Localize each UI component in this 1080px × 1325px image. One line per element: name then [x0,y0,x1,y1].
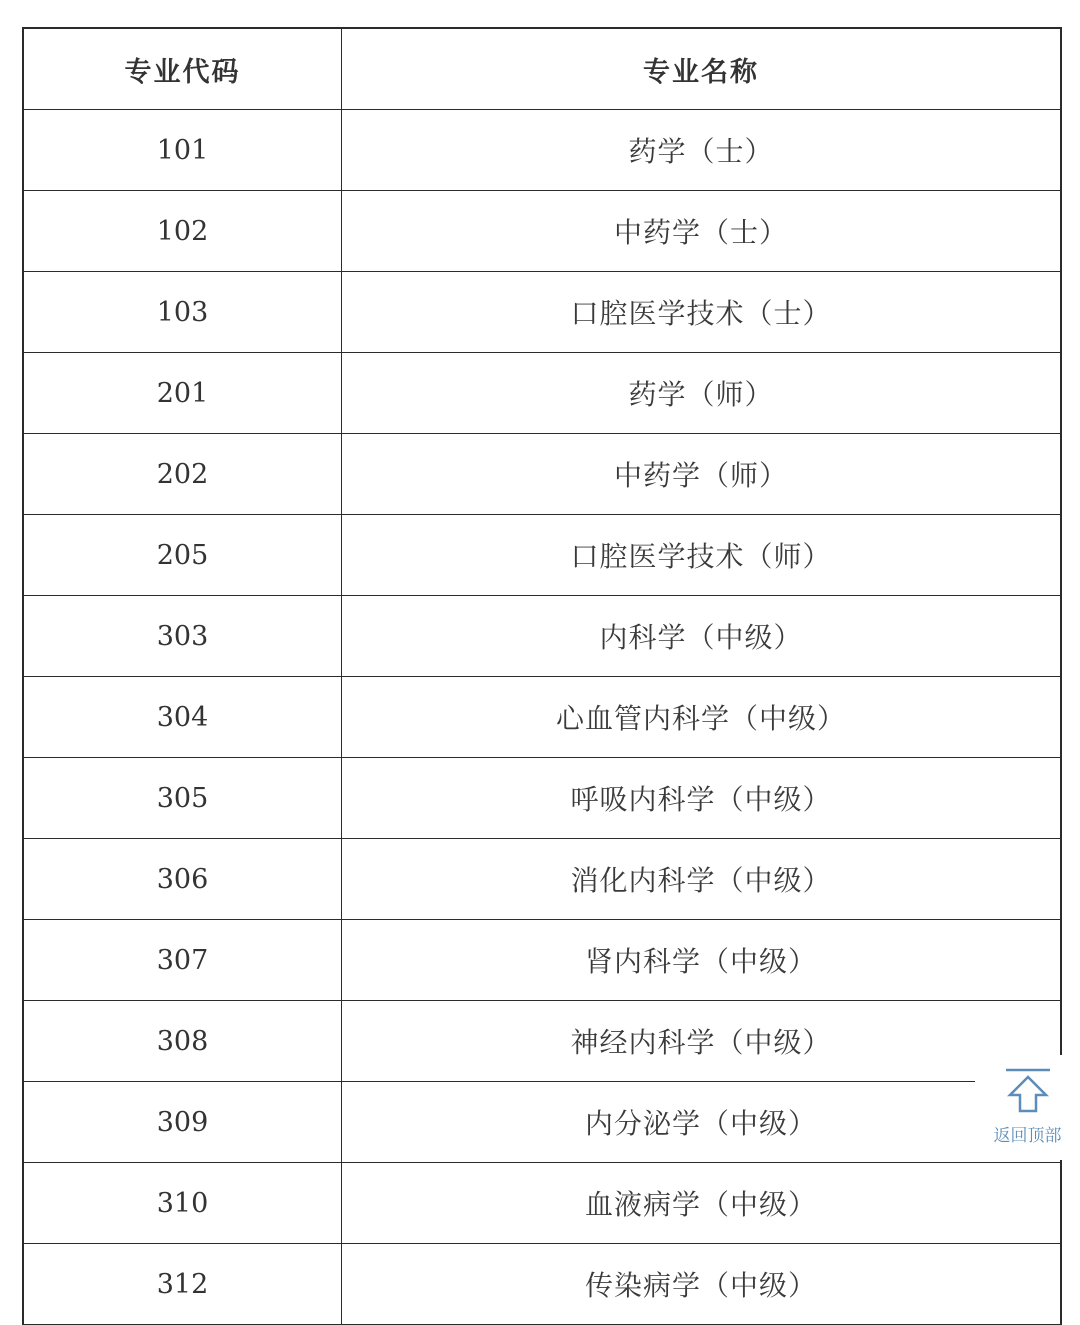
table-header-row [24,29,1060,110]
table-row [24,110,1060,191]
cell-name: 药学（士） [628,135,774,168]
cell-code: 306 [24,839,342,919]
cell-name: 药学（师） [628,378,774,411]
table-row [24,920,1060,1001]
cell-code: 205 [24,515,342,595]
cell-code: 312 [24,1244,342,1324]
cell-code: 201 [24,353,342,433]
cell-code: 308 [24,1001,342,1081]
table-row [24,677,1060,758]
table-row [24,839,1060,920]
cell-code: 309 [24,1082,342,1162]
table-row [24,434,1060,515]
table-row [24,1163,1060,1244]
cell-code: 304 [24,677,342,757]
cell-code: 101 [24,110,342,190]
table-row [24,353,1060,434]
table-row [24,1244,1060,1325]
cell-name: 中药学（士） [613,216,788,249]
cell-name: 血液病学（中级） [584,1188,817,1221]
cell-name: 传染病学（中级） [584,1269,817,1302]
cell-name: 心血管内科学（中级） [555,702,846,735]
table-row [24,272,1060,353]
table-row [24,515,1060,596]
cell-name: 内科学（中级） [599,621,803,654]
cell-name: 消化内科学（中级） [570,864,832,897]
table-row [24,596,1060,677]
cell-name: 肾内科学（中级） [584,945,817,978]
table-body [24,110,1060,1325]
arrow-up-icon [1002,1067,1054,1115]
cell-code: 202 [24,434,342,514]
header-name: 专业名称 [643,56,759,88]
cell-code: 310 [24,1163,342,1243]
cell-name: 内分泌学（中级） [584,1107,817,1140]
cell-name: 呼吸内科学（中级） [570,783,832,816]
table-row [24,758,1060,839]
cell-name: 口腔医学技术（师） [570,540,832,573]
cell-name: 口腔医学技术（士） [570,297,832,330]
cell-code: 307 [24,920,342,1000]
cell-code: 102 [24,191,342,271]
table-row [24,1082,1060,1163]
cell-code: 305 [24,758,342,838]
cell-name: 中药学（师） [613,459,788,492]
back-to-top-label: 返回顶部 [993,1126,1062,1146]
cell-name: 神经内科学（中级） [570,1026,832,1059]
table-row [24,1001,1060,1082]
header-code: 专业代码 [24,29,342,109]
cell-code: 103 [24,272,342,352]
cell-code: 303 [24,596,342,676]
back-to-top-button[interactable] [975,1055,1080,1160]
table-row [24,191,1060,272]
specialty-table [22,27,1062,1325]
